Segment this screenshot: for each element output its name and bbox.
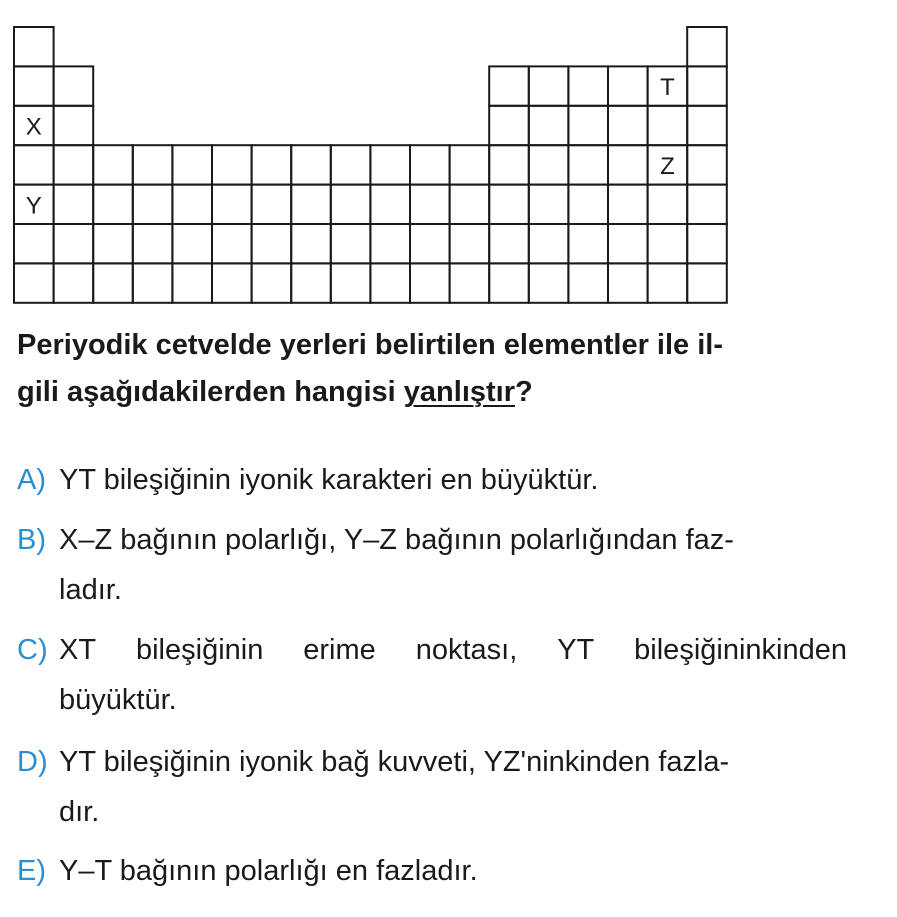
option-d-text-line-2: dır. bbox=[59, 796, 100, 828]
table-cell bbox=[212, 224, 252, 263]
element-label-x: X bbox=[25, 113, 42, 141]
table-cell bbox=[648, 106, 688, 145]
table-cell bbox=[687, 106, 727, 145]
table-cell bbox=[133, 145, 173, 184]
question-line-2-prefix: gili aşağıdakilerden hangisi bbox=[17, 376, 404, 408]
option-d-row bbox=[17, 737, 847, 787]
option-e-text-line-1: Y–T bağının polarlığı en fazladır. bbox=[59, 855, 478, 887]
table-cell bbox=[331, 145, 371, 184]
table-cell bbox=[291, 185, 331, 224]
table-cell bbox=[54, 106, 94, 145]
table-cell bbox=[608, 224, 648, 263]
table-cell bbox=[172, 185, 212, 224]
table-cell bbox=[489, 263, 529, 302]
table-cell bbox=[14, 263, 54, 302]
table-cell bbox=[54, 145, 94, 184]
option-d[interactable] bbox=[17, 737, 847, 837]
table-cell bbox=[14, 27, 54, 66]
table-cell bbox=[529, 145, 569, 184]
table-cell bbox=[370, 224, 410, 263]
table-cell bbox=[410, 263, 450, 302]
table-cell bbox=[212, 263, 252, 302]
table-cell bbox=[687, 263, 727, 302]
option-c[interactable] bbox=[17, 625, 847, 725]
table-cell bbox=[608, 66, 648, 105]
option-a-text-line-1: YT bileşiğinin iyonik karakteri en büyüktür. bbox=[59, 464, 599, 496]
table-cell bbox=[410, 145, 450, 184]
element-label-y: Y bbox=[25, 192, 42, 220]
element-label-z: Z bbox=[660, 152, 675, 180]
table-cell bbox=[608, 106, 648, 145]
table-cell bbox=[608, 263, 648, 302]
table-cell bbox=[54, 66, 94, 105]
table-cell bbox=[568, 185, 608, 224]
table-cell bbox=[291, 145, 331, 184]
table-cell bbox=[529, 185, 569, 224]
periodic-table bbox=[0, 0, 897, 310]
table-cell bbox=[489, 145, 529, 184]
table-cell bbox=[133, 185, 173, 224]
table-cell bbox=[529, 66, 569, 105]
table-cell bbox=[14, 224, 54, 263]
table-cell bbox=[93, 185, 133, 224]
table-cell bbox=[331, 263, 371, 302]
option-c-text-line-2: büyüktür. bbox=[59, 684, 177, 716]
table-cell bbox=[370, 145, 410, 184]
table-cell bbox=[252, 224, 292, 263]
option-c-word: bileşiğinin bbox=[135, 634, 264, 666]
table-cell bbox=[54, 185, 94, 224]
option-b-row bbox=[17, 515, 847, 565]
table-cell bbox=[648, 185, 688, 224]
table-cell bbox=[252, 145, 292, 184]
table-cell bbox=[489, 224, 529, 263]
table-cell bbox=[54, 263, 94, 302]
option-e[interactable] bbox=[17, 846, 847, 896]
option-c-text-line-1 bbox=[59, 625, 847, 675]
table-cell bbox=[252, 263, 292, 302]
table-cell bbox=[133, 263, 173, 302]
table-cell bbox=[212, 145, 252, 184]
table-cell bbox=[212, 185, 252, 224]
table-cell bbox=[331, 224, 371, 263]
table-cell bbox=[172, 263, 212, 302]
table-cell bbox=[93, 145, 133, 184]
table-cell bbox=[608, 145, 648, 184]
table-cell bbox=[410, 224, 450, 263]
option-c-letter: C) bbox=[17, 634, 48, 666]
table-cell bbox=[172, 224, 212, 263]
table-cell bbox=[687, 145, 727, 184]
question-line-2-suffix: ? bbox=[515, 376, 533, 408]
table-cell bbox=[172, 145, 212, 184]
option-b-letter: B) bbox=[17, 524, 46, 556]
option-c-word: bileşiğininkinden bbox=[634, 634, 847, 666]
table-cell bbox=[529, 224, 569, 263]
table-cell bbox=[331, 185, 371, 224]
table-cell bbox=[489, 66, 529, 105]
option-a-letter: A) bbox=[17, 464, 46, 496]
option-e-row bbox=[17, 846, 847, 896]
table-cell bbox=[687, 224, 727, 263]
table-cell bbox=[14, 145, 54, 184]
option-b-text-line-1: X–Z bağının polarlığı, Y–Z bağının polarlığından faz- bbox=[59, 524, 734, 556]
element-label-t: T bbox=[660, 74, 675, 102]
table-cell bbox=[529, 106, 569, 145]
option-c-head bbox=[17, 625, 59, 675]
table-cell bbox=[687, 27, 727, 66]
question-emphasis: yanlıştır bbox=[403, 376, 516, 408]
table-cell bbox=[450, 185, 490, 224]
table-cell bbox=[568, 263, 608, 302]
question-line-2 bbox=[17, 369, 847, 416]
table-cell bbox=[291, 224, 331, 263]
table-cell bbox=[410, 185, 450, 224]
option-a-row bbox=[17, 455, 847, 505]
table-cell bbox=[568, 224, 608, 263]
table-cell bbox=[450, 145, 490, 184]
table-cell bbox=[93, 263, 133, 302]
table-cell bbox=[450, 224, 490, 263]
question-text bbox=[17, 322, 847, 416]
question-line-1: Periyodik cetvelde yerleri belirtilen elementler ile il- bbox=[17, 329, 723, 361]
option-c-word: erime bbox=[303, 634, 376, 666]
table-cell bbox=[14, 66, 54, 105]
table-cell bbox=[608, 185, 648, 224]
option-a[interactable] bbox=[17, 455, 847, 505]
option-d-text-line-1: YT bileşiğinin iyonik bağ kuvveti, YZ'ninkinden fazla- bbox=[59, 746, 730, 778]
table-cell bbox=[687, 185, 727, 224]
table-cell bbox=[648, 263, 688, 302]
table-cell bbox=[568, 66, 608, 105]
option-c-word: noktası, bbox=[415, 634, 518, 666]
option-c-word: XT bbox=[59, 634, 97, 666]
table-cell bbox=[568, 145, 608, 184]
table-cell bbox=[133, 224, 173, 263]
table-cell bbox=[648, 224, 688, 263]
table-cell bbox=[370, 185, 410, 224]
option-c-word: YT bbox=[557, 634, 595, 666]
table-cell bbox=[687, 66, 727, 105]
table-cell bbox=[529, 263, 569, 302]
option-d-letter: D) bbox=[17, 746, 48, 778]
option-b[interactable] bbox=[17, 515, 847, 615]
table-cell bbox=[291, 263, 331, 302]
table-cell bbox=[489, 106, 529, 145]
table-cell bbox=[450, 263, 490, 302]
table-cell bbox=[370, 263, 410, 302]
option-b-text-line-2: ladır. bbox=[59, 574, 122, 606]
option-e-letter: E) bbox=[17, 855, 46, 887]
table-cell bbox=[489, 185, 529, 224]
periodic-table-grid bbox=[0, 0, 897, 310]
table-cell bbox=[54, 224, 94, 263]
table-cell bbox=[93, 224, 133, 263]
option-c-row bbox=[17, 625, 847, 675]
table-cell bbox=[252, 185, 292, 224]
table-cell bbox=[568, 106, 608, 145]
